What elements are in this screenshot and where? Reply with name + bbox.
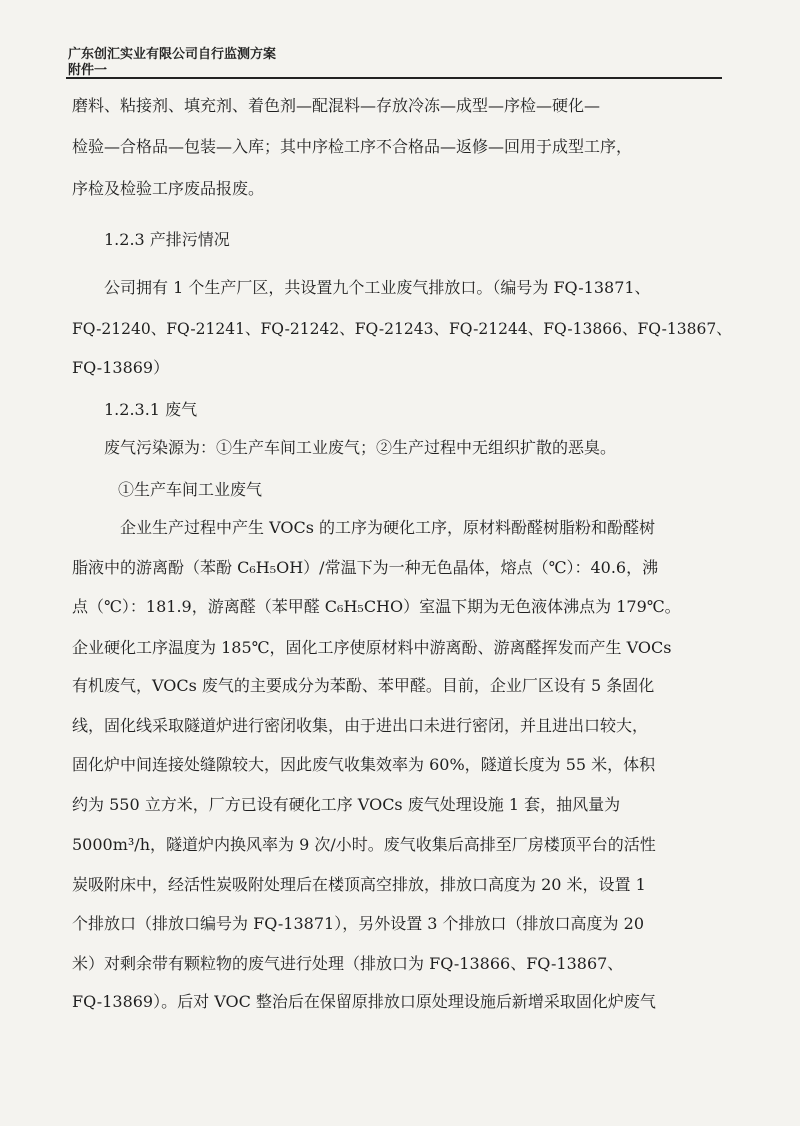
text-line: 约为 550 立方米，厂方已设有硬化工序 VOCs 废气处理设施 1 套，抽风量为 bbox=[72, 795, 621, 814]
company-plan-title: 广东创汇实业有限公司自行监测方案 bbox=[68, 47, 277, 62]
text-line: 脂液中的游离酚（苯酚 C₆H₅OH）/常温下为一种无色晶体，熔点（℃）：40.6，沸 bbox=[72, 558, 659, 577]
text-line: FQ-13869）。后对 VOC 整治后在保留原排放口原处理设施后新增采取固化炉废气 bbox=[72, 992, 656, 1011]
text-line: 公司拥有 1 个生产厂区，共设置九个工业废气排放口。（编号为 FQ-13871、 bbox=[104, 278, 651, 297]
text-line: 企业硬化工序温度为 185℃，固化工序使原材料中游离酚、游离醛挥发而产生 VOCs bbox=[72, 638, 672, 657]
text-line: 5000m³/h，隧道炉内换风率为 9 次/小时。废气收集后高排至厂房楼顶平台的活性 bbox=[72, 835, 656, 854]
text-line: 个排放口（排放口编号为 FQ-13871），另外设置 3 个排放口（排放口高度为 20 bbox=[72, 914, 644, 933]
text-line: 废气污染源为：①生产车间工业废气；②生产过程中无组织扩散的恶臭。 bbox=[104, 438, 617, 457]
section-heading: 1.2.3 产排污情况 bbox=[104, 230, 230, 249]
text-line: 序检及检验工序废品报废。 bbox=[72, 179, 265, 198]
attachment-label: 附件一 bbox=[68, 63, 108, 78]
text-line: 固化炉中间连接处缝隙较大，因此废气收集效率为 60%，隧道长度为 55 米，体积 bbox=[72, 755, 656, 774]
text-line: FQ-13869） bbox=[72, 358, 170, 377]
text-line: 有机废气，VOCs 废气的主要成分为苯酚、苯甲醛。目前，企业厂区设有 5 条固化 bbox=[72, 676, 655, 695]
text-line: FQ-21240、FQ-21241、FQ-21242、FQ-21243、FQ-21244、FQ-13866、FQ-13867、 bbox=[72, 319, 732, 338]
text-line: 检验—合格品—包装—入库；其中序检工序不合格品—返修—回用于成型工序， bbox=[72, 137, 633, 156]
subsection-heading: 1.2.3.1 废气 bbox=[104, 400, 198, 419]
text-line: 线，固化线采取隧道炉进行密闭收集，由于进出口未进行密闭，并且进出口较大， bbox=[72, 716, 649, 735]
text-line: 磨料、粘接剂、填充剂、着色剂—配混料—存放冷冻—成型—序检—硬化— bbox=[72, 96, 601, 115]
text-line: 米）对剩余带有颗粒物的废气进行处理（排放口为 FQ-13866、FQ-13867、 bbox=[72, 954, 624, 973]
header-rule bbox=[66, 77, 722, 79]
item-heading: ①生产车间工业废气 bbox=[118, 480, 263, 499]
text-line: 点（℃）：181.9，游离醛（苯甲醛 C₆H₅CHO）室温下期为无色液体沸点为 179℃。 bbox=[72, 597, 681, 616]
text-line: 企业生产过程中产生 VOCs 的工序为硬化工序，原材料酚醛树脂粉和酚醛树 bbox=[120, 518, 656, 537]
text-line: 炭吸附床中，经活性炭吸附处理后在楼顶高空排放，排放口高度为 20 米，设置 1 bbox=[72, 875, 646, 894]
page-header bbox=[68, 47, 276, 79]
